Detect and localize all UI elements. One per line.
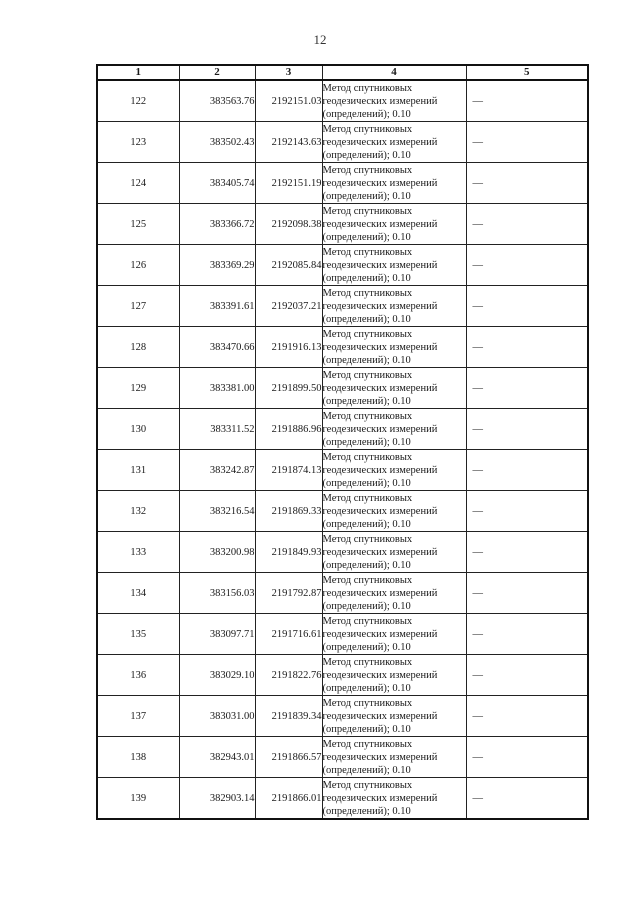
method-text-line: Метод спутниковых: [322, 246, 413, 258]
y-coordinate-cell: 2191886.96: [255, 409, 322, 450]
dash-value: —: [472, 95, 483, 107]
point-number-cell: 130: [97, 409, 179, 450]
method-cell: [322, 286, 466, 327]
column-5-cell: [466, 573, 588, 614]
y-coordinate-cell: 2191849.93: [255, 532, 322, 573]
method-cell: [322, 409, 466, 450]
method-text-line: геодезических измерений: [322, 669, 438, 681]
column-5-cell: [466, 163, 588, 204]
method-text-line: Метод спутниковых: [322, 164, 413, 176]
point-number-cell: 138: [97, 737, 179, 778]
method-text-line: Метод спутниковых: [322, 697, 413, 709]
method-text-line: геодезических измерений: [322, 710, 438, 722]
x-coordinate-cell: 383200.98: [179, 532, 255, 573]
column-5-cell: [466, 491, 588, 532]
y-coordinate-cell: 2191916.13: [255, 327, 322, 368]
dash-value: —: [472, 669, 483, 681]
method-cell: [322, 245, 466, 286]
method-text-line: геодезических измерений: [322, 792, 438, 804]
table-row: [97, 122, 588, 163]
dash-value: —: [472, 628, 483, 640]
column-header-1: 1: [97, 65, 179, 80]
y-coordinate-cell: 2191866.57: [255, 737, 322, 778]
method-text-line: Метод спутниковых: [322, 369, 413, 381]
x-coordinate-cell: 383242.87: [179, 450, 255, 491]
point-number-cell: 136: [97, 655, 179, 696]
table-row: [97, 573, 588, 614]
table-row: [97, 737, 588, 778]
method-text-line: (определений); 0.10: [322, 436, 411, 448]
method-text-line: геодезических измерений: [322, 382, 438, 394]
method-text-line: (определений); 0.10: [322, 354, 411, 366]
column-5-cell: [466, 655, 588, 696]
method-text-line: Метод спутниковых: [322, 492, 413, 504]
column-header-4: 4: [322, 65, 466, 80]
method-text-line: (определений); 0.10: [322, 764, 411, 776]
table-row: [97, 655, 588, 696]
x-coordinate-cell: 383097.71: [179, 614, 255, 655]
dash-value: —: [472, 218, 483, 230]
column-5-cell: [466, 204, 588, 245]
point-number-cell: 137: [97, 696, 179, 737]
point-number-cell: 122: [97, 80, 179, 122]
method-text-line: Метод спутниковых: [322, 287, 413, 299]
x-coordinate-cell: 383470.66: [179, 327, 255, 368]
column-header-2: 2: [179, 65, 255, 80]
method-text-line: (определений); 0.10: [322, 190, 411, 202]
method-text-line: геодезических измерений: [322, 587, 438, 599]
table-row: [97, 368, 588, 409]
column-5-cell: [466, 409, 588, 450]
method-cell: [322, 122, 466, 163]
method-text-line: Метод спутниковых: [322, 738, 413, 750]
dash-value: —: [472, 792, 483, 804]
y-coordinate-cell: 2191899.50: [255, 368, 322, 409]
method-text-line: геодезических измерений: [322, 505, 438, 517]
method-cell: [322, 614, 466, 655]
column-5-cell: [466, 696, 588, 737]
column-5-cell: [466, 450, 588, 491]
table-row: [97, 450, 588, 491]
x-coordinate-cell: 383381.00: [179, 368, 255, 409]
y-coordinate-cell: 2192098.38: [255, 204, 322, 245]
table-body: [97, 80, 588, 819]
method-cell: [322, 450, 466, 491]
method-text-line: геодезических измерений: [322, 628, 438, 640]
method-text-line: геодезических измерений: [322, 341, 438, 353]
x-coordinate-cell: 383311.52: [179, 409, 255, 450]
method-text-line: (определений); 0.10: [322, 518, 411, 530]
method-text-line: Метод спутниковых: [322, 533, 413, 545]
y-coordinate-cell: 2192151.03: [255, 80, 322, 122]
column-header-5: 5: [466, 65, 588, 80]
method-cell: [322, 80, 466, 122]
table-row: [97, 327, 588, 368]
point-number-cell: 127: [97, 286, 179, 327]
method-cell: [322, 778, 466, 820]
method-cell: [322, 491, 466, 532]
page-number: 12: [313, 32, 327, 47]
point-number-cell: 126: [97, 245, 179, 286]
column-5-cell: [466, 327, 588, 368]
method-text-line: Метод спутниковых: [322, 656, 413, 668]
method-text-line: Метод спутниковых: [322, 574, 413, 586]
coordinates-table-container: [96, 64, 587, 820]
method-text-line: (определений); 0.10: [322, 272, 411, 284]
x-coordinate-cell: 383502.43: [179, 122, 255, 163]
method-text-line: (определений); 0.10: [322, 108, 411, 120]
method-cell: [322, 532, 466, 573]
method-text-line: геодезических измерений: [322, 218, 438, 230]
dash-value: —: [472, 546, 483, 558]
method-text-line: (определений); 0.10: [322, 641, 411, 653]
column-5-cell: [466, 245, 588, 286]
point-number-cell: 125: [97, 204, 179, 245]
y-coordinate-cell: 2191839.34: [255, 696, 322, 737]
x-coordinate-cell: 383366.72: [179, 204, 255, 245]
point-number-cell: 123: [97, 122, 179, 163]
column-header-3: 3: [255, 65, 322, 80]
y-coordinate-cell: 2192143.63: [255, 122, 322, 163]
coordinates-table: [96, 64, 589, 820]
method-text-line: Метод спутниковых: [322, 123, 413, 135]
column-5-cell: [466, 778, 588, 820]
method-text-line: (определений); 0.10: [322, 723, 411, 735]
x-coordinate-cell: 383216.54: [179, 491, 255, 532]
x-coordinate-cell: 383156.03: [179, 573, 255, 614]
method-text-line: Метод спутниковых: [322, 82, 413, 94]
point-number-cell: 139: [97, 778, 179, 820]
table-row: [97, 204, 588, 245]
method-text-line: (определений); 0.10: [322, 559, 411, 571]
method-cell: [322, 696, 466, 737]
table-row: [97, 696, 588, 737]
method-text-line: (определений); 0.10: [322, 395, 411, 407]
method-text-line: геодезических измерений: [322, 464, 438, 476]
dash-value: —: [472, 710, 483, 722]
method-cell: [322, 368, 466, 409]
table-row: [97, 80, 588, 122]
table-row: [97, 286, 588, 327]
method-cell: [322, 163, 466, 204]
column-5-cell: [466, 122, 588, 163]
point-number-cell: 132: [97, 491, 179, 532]
x-coordinate-cell: 382903.14: [179, 778, 255, 820]
method-text-line: Метод спутниковых: [322, 410, 413, 422]
table-row: [97, 491, 588, 532]
table-row: [97, 532, 588, 573]
y-coordinate-cell: 2191874.13: [255, 450, 322, 491]
y-coordinate-cell: 2192037.21: [255, 286, 322, 327]
method-text-line: Метод спутниковых: [322, 779, 413, 791]
point-number-cell: 134: [97, 573, 179, 614]
dash-value: —: [472, 464, 483, 476]
method-text-line: (определений); 0.10: [322, 477, 411, 489]
dash-value: —: [472, 341, 483, 353]
table-row: [97, 614, 588, 655]
x-coordinate-cell: 383563.76: [179, 80, 255, 122]
x-coordinate-cell: 383029.10: [179, 655, 255, 696]
y-coordinate-cell: 2191866.01: [255, 778, 322, 820]
method-text-line: (определений); 0.10: [322, 600, 411, 612]
method-text-line: геодезических измерений: [322, 423, 438, 435]
x-coordinate-cell: 383391.61: [179, 286, 255, 327]
table-row: [97, 409, 588, 450]
dash-value: —: [472, 423, 483, 435]
dash-value: —: [472, 382, 483, 394]
dash-value: —: [472, 259, 483, 271]
method-text-line: Метод спутниковых: [322, 205, 413, 217]
method-text-line: Метод спутниковых: [322, 451, 413, 463]
method-cell: [322, 655, 466, 696]
method-text-line: геодезических измерений: [322, 177, 438, 189]
column-5-cell: [466, 286, 588, 327]
method-text-line: геодезических измерений: [322, 546, 438, 558]
x-coordinate-cell: 383031.00: [179, 696, 255, 737]
x-coordinate-cell: 382943.01: [179, 737, 255, 778]
table-row: [97, 778, 588, 820]
dash-value: —: [472, 587, 483, 599]
method-cell: [322, 327, 466, 368]
x-coordinate-cell: 383405.74: [179, 163, 255, 204]
method-text-line: геодезических измерений: [322, 136, 438, 148]
method-text-line: Метод спутниковых: [322, 615, 413, 627]
dash-value: —: [472, 300, 483, 312]
y-coordinate-cell: 2192151.19: [255, 163, 322, 204]
point-number-cell: 131: [97, 450, 179, 491]
table-row: [97, 163, 588, 204]
y-coordinate-cell: 2191716.61: [255, 614, 322, 655]
method-cell: [322, 573, 466, 614]
dash-value: —: [472, 751, 483, 763]
table-header-row: [97, 65, 588, 80]
column-5-cell: [466, 614, 588, 655]
y-coordinate-cell: 2191822.76: [255, 655, 322, 696]
dash-value: —: [472, 136, 483, 148]
method-cell: [322, 204, 466, 245]
method-text-line: Метод спутниковых: [322, 328, 413, 340]
column-5-cell: [466, 80, 588, 122]
dash-value: —: [472, 505, 483, 517]
method-text-line: геодезических измерений: [322, 95, 438, 107]
method-text-line: геодезических измерений: [322, 300, 438, 312]
method-text-line: (определений); 0.10: [322, 231, 411, 243]
point-number-cell: 129: [97, 368, 179, 409]
y-coordinate-cell: 2192085.84: [255, 245, 322, 286]
method-text-line: (определений); 0.10: [322, 149, 411, 161]
dash-value: —: [472, 177, 483, 189]
method-text-line: геодезических измерений: [322, 751, 438, 763]
column-5-cell: [466, 532, 588, 573]
method-cell: [322, 737, 466, 778]
method-text-line: (определений); 0.10: [322, 682, 411, 694]
point-number-cell: 124: [97, 163, 179, 204]
column-5-cell: [466, 737, 588, 778]
point-number-cell: 128: [97, 327, 179, 368]
column-5-cell: [466, 368, 588, 409]
table-row: [97, 245, 588, 286]
y-coordinate-cell: 2191792.87: [255, 573, 322, 614]
point-number-cell: 135: [97, 614, 179, 655]
method-text-line: (определений); 0.10: [322, 313, 411, 325]
point-number-cell: 133: [97, 532, 179, 573]
x-coordinate-cell: 383369.29: [179, 245, 255, 286]
method-text-line: геодезических измерений: [322, 259, 438, 271]
y-coordinate-cell: 2191869.33: [255, 491, 322, 532]
method-text-line: (определений); 0.10: [322, 805, 411, 817]
